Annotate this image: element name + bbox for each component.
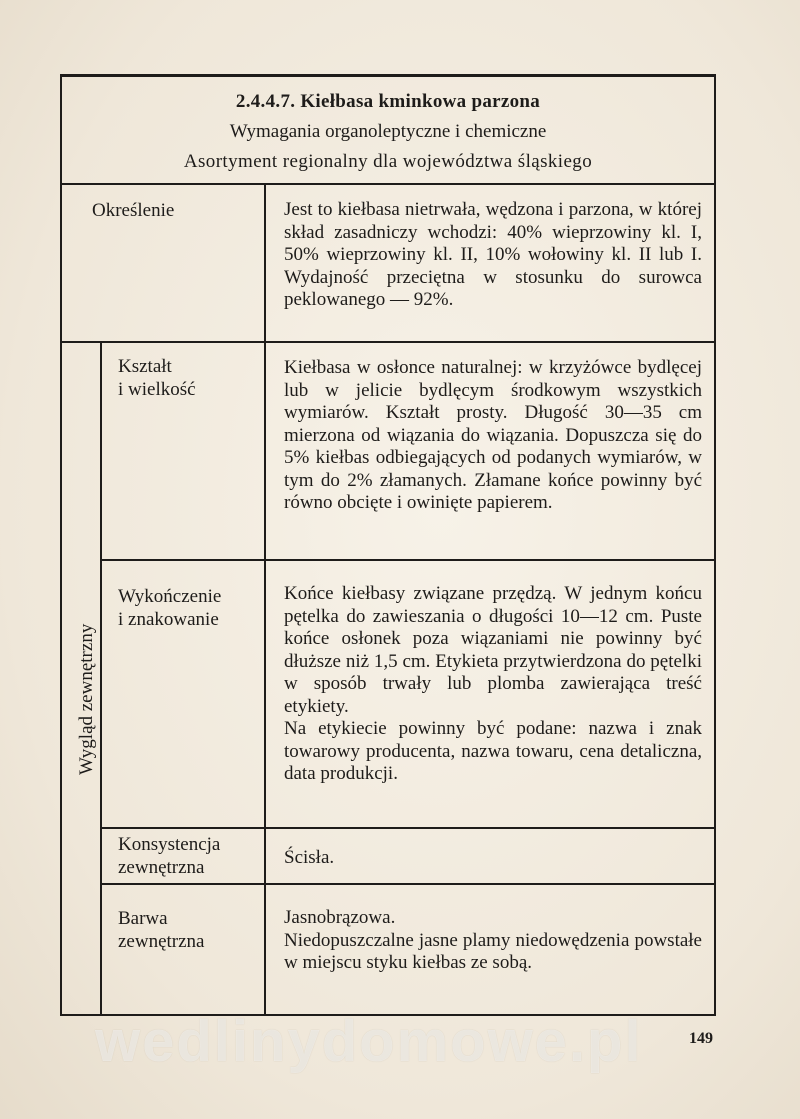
row-label-line: Kształt [118,356,172,377]
section-title: 2.4.4.7. Kiełbasa kminkowa parzona [235,91,541,112]
header-divider [62,183,714,185]
row-text-shape [284,357,702,515]
column-divider [264,183,266,1015]
row-paragraph: Jasnobrązowa. [284,907,396,928]
group-column-divider [100,341,102,1015]
definition-text: Jest to kiełbasa nietrwała, wędzona i parzona, w której skład zasadniczy wchodzi: 40% wieprzowiny kl. I, 50% wieprzowiny kl. II, 10% wołowiny kl. II lub I. Wydajność przeciętna w stosunku do surowca peklowanego — 92%. [284,199,702,310]
section-subtitle-requirements: Wymagania organoleptyczne i chemiczne [229,121,547,142]
watermark: wedlinydomowe.pl [95,1009,643,1074]
row-divider-1 [102,559,714,561]
section-subtitle-assortment: Asortyment regionalny dla województwa śląskiego [183,151,593,172]
row-text-finishing [284,583,702,786]
page-number: 149 [689,1030,713,1047]
row-paragraph: Ścisła. [284,847,335,868]
row-label-line: zewnętrzna [118,931,205,952]
row-paragraph: Kiełbasa w osłonce naturalnej: w krzyżówce bydlęcej lub w jelicie bydlęcym środkowym wszystkich wymiarów. Kształt prosty. Długość 30—35 cm mierzona od wiązania do wiązania. Dopuszcza się do 5% kiełbas odbiegających od podanych wymiarów, w tym do 2% złamanych. Złamane końce powinny być równo obcięte i owinięte papierem. [284,357,702,513]
row-paragraph: Końce kiełbasy związane przędzą. W jednym końcu pętelka do zawieszania o długości 10—12 cm. Puste końce osłonek poza wiązaniami nie powinny być dłuższe niż 1,5 cm. Etykieta przytwierdzona do pętelki w sposób trwały lub plomba zawierająca treść etykiety. [284,583,702,717]
row-label-finishing [118,585,221,631]
group-label-appearance: Wygląd zewnętrzny [76,623,97,775]
row-paragraph: Niedopuszczalne jasne plamy niedowędzenia powstałe w miejscu styku kiełbas ze sobą. [284,929,702,973]
row-text-consistency [284,847,702,870]
row-label-shape [118,355,196,401]
row-label-line: zewnętrzna [118,857,205,878]
row-label-line: Wykończenie [118,586,222,607]
row-label-line: Barwa [118,908,168,929]
row-label-line: Konsystencja [118,834,221,855]
row-label-line: i znakowanie [118,609,219,630]
row-label-consistency [118,833,220,879]
definition-divider [62,341,714,343]
row-divider-2 [102,827,714,829]
definition-label: Określenie [92,200,175,221]
row-label-color [118,907,205,953]
spec-table [60,74,716,1016]
row-label-line: i wielkość [118,379,196,400]
table-header [62,77,714,185]
row-text-color [284,907,702,975]
row-divider-3 [102,883,714,885]
row-paragraph: Na etykiecie powinny być podane: nazwa i znak towarowy producenta, nazwa towaru, cena detaliczna, data produkcji. [284,718,702,784]
